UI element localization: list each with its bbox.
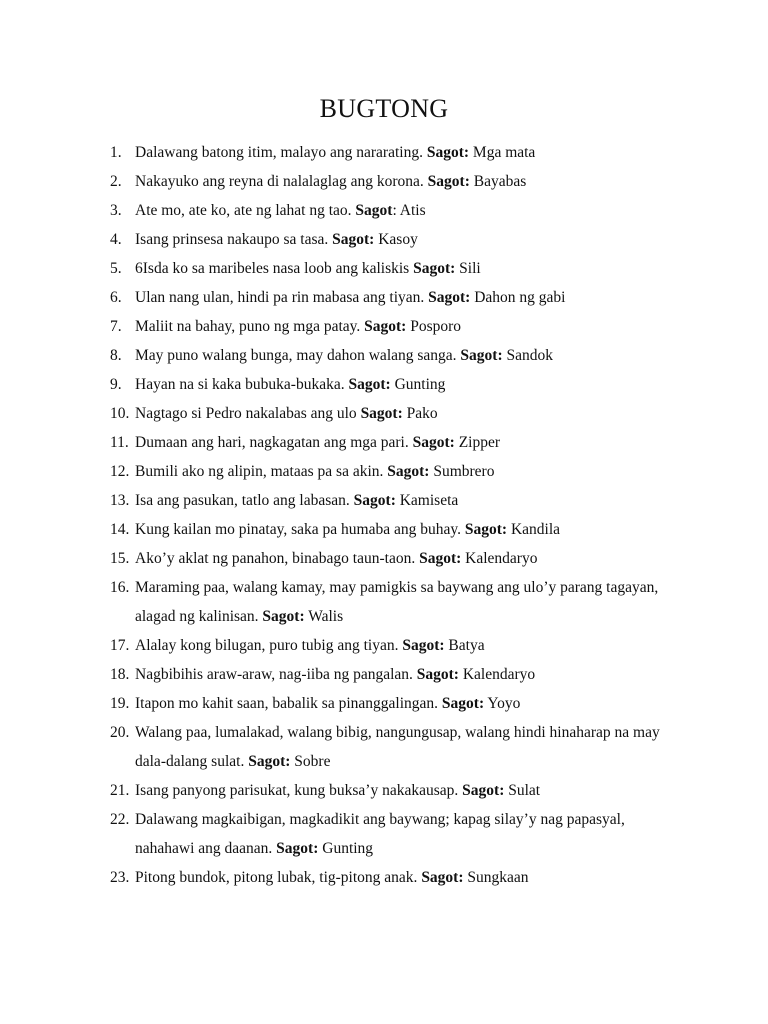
riddle-text: Nagtago si Pedro nakalabas ang ulo xyxy=(135,405,357,422)
answer-label: Sagot: xyxy=(427,173,470,190)
answer-label: Sagot: xyxy=(426,144,470,161)
riddle-body xyxy=(135,341,670,370)
riddle-number: 21. xyxy=(110,782,130,799)
answer-label: Sagot: xyxy=(428,289,471,306)
riddle-body xyxy=(135,631,670,660)
answer-label: Sagot: xyxy=(412,434,455,451)
answer-label: Sagot xyxy=(355,202,393,219)
riddle-body xyxy=(135,196,670,225)
riddle-body xyxy=(135,805,670,863)
riddle-number: 13. xyxy=(110,492,130,509)
riddle-number: 15. xyxy=(110,550,130,567)
answer-text: Kamiseta xyxy=(399,492,459,509)
riddle-text: Maliit na bahay, puno ng mga patay. xyxy=(135,318,361,335)
riddle-text: 6Isda ko sa maribeles nasa loob ang kaliskis xyxy=(135,260,410,277)
riddle-body xyxy=(135,544,670,573)
riddle-text: Hayan na si kaka bubuka-bukaka. xyxy=(135,376,345,393)
riddle-body xyxy=(135,718,670,776)
answer-label: Sagot: xyxy=(464,521,508,538)
riddle-body xyxy=(135,225,670,254)
riddle-item xyxy=(110,573,670,631)
riddle-text: Itapon mo kahit saan, babalik sa pinanggalingan. xyxy=(135,695,439,712)
riddle-number: 2. xyxy=(110,173,122,190)
riddle-number: 14. xyxy=(110,521,130,538)
riddle-body xyxy=(135,428,670,457)
riddle-number: 16. xyxy=(110,579,130,596)
riddle-item xyxy=(110,863,670,892)
riddle-body xyxy=(135,776,670,805)
answer-label: Sagot: xyxy=(441,695,485,712)
answer-text: Mga mata xyxy=(472,144,536,161)
answer-label: Sagot: xyxy=(276,840,319,857)
riddle-body xyxy=(135,486,670,515)
riddle-item xyxy=(110,631,670,660)
riddle-number: 10. xyxy=(110,405,130,422)
riddle-body xyxy=(135,457,670,486)
riddle-body xyxy=(135,660,670,689)
riddle-list xyxy=(110,138,670,892)
riddle-text: Kung kailan mo pinatay, saka pa humaba ang buhay. xyxy=(135,521,461,538)
riddle-number: 7. xyxy=(110,318,122,335)
answer-text: Walis xyxy=(308,608,344,625)
riddle-text: Dumaan ang hari, nagkagatan ang mga pari. xyxy=(135,434,409,451)
riddle-item xyxy=(110,805,670,863)
riddle-item xyxy=(110,167,670,196)
answer-text: Zipper xyxy=(458,434,501,451)
riddle-item xyxy=(110,689,670,718)
riddle-text: Pitong bundok, pitong lubak, tig-pitong anak. xyxy=(135,869,418,886)
riddle-body xyxy=(135,312,670,341)
answer-label: Sagot: xyxy=(248,753,291,770)
riddle-text: May puno walang bunga, may dahon walang sanga. xyxy=(135,347,457,364)
riddle-body xyxy=(135,399,670,428)
riddle-text: Dalawang batong itim, malayo ang nararating. xyxy=(135,144,423,161)
riddle-item xyxy=(110,544,670,573)
answer-label: Sagot: xyxy=(462,782,505,799)
riddle-number: 12. xyxy=(110,463,130,480)
riddle-item xyxy=(110,254,670,283)
answer-label: Sagot: xyxy=(387,463,430,480)
answer-text: Pako xyxy=(406,405,438,422)
riddle-number: 18. xyxy=(110,666,130,683)
answer-text: Gunting xyxy=(394,376,446,393)
riddle-text: Ulan nang ulan, hindi pa rin mabasa ang tiyan. xyxy=(135,289,425,306)
riddle-item xyxy=(110,718,670,776)
riddle-number: 1. xyxy=(110,144,122,161)
answer-text: Sulat xyxy=(508,782,541,799)
answer-text: Bayabas xyxy=(473,173,527,190)
riddle-item xyxy=(110,312,670,341)
answer-text: Kasoy xyxy=(378,231,418,248)
riddle-text: Alalay kong bilugan, puro tubig ang tiyan. xyxy=(135,637,399,654)
answer-label: Sagot: xyxy=(353,492,396,509)
answer-label: Sagot: xyxy=(421,869,464,886)
answer-text: Kalendaryo xyxy=(465,550,538,567)
riddle-item xyxy=(110,399,670,428)
riddle-item xyxy=(110,138,670,167)
riddle-body xyxy=(135,138,670,167)
riddle-item xyxy=(110,660,670,689)
answer-label: Sagot: xyxy=(262,608,305,625)
riddle-text: Isa ang pasukan, tatlo ang labasan. xyxy=(135,492,350,509)
riddle-body xyxy=(135,254,670,283)
riddle-number: 23. xyxy=(110,869,130,886)
riddle-number: 20. xyxy=(110,724,130,741)
riddle-item xyxy=(110,486,670,515)
riddle-item xyxy=(110,283,670,312)
riddle-text: Isang prinsesa nakaupo sa tasa. xyxy=(135,231,329,248)
answer-label: Sagot: xyxy=(364,318,407,335)
answer-text: Sobre xyxy=(294,753,331,770)
riddle-item xyxy=(110,196,670,225)
riddle-text: Bumili ako ng alipin, mataas pa sa akin. xyxy=(135,463,384,480)
riddle-item xyxy=(110,515,670,544)
riddle-body xyxy=(135,370,670,399)
answer-text: Posporo xyxy=(410,318,462,335)
answer-text: Yoyo xyxy=(487,695,521,712)
riddle-item xyxy=(110,457,670,486)
answer-text: Kandila xyxy=(510,521,561,538)
riddle-number: 17. xyxy=(110,637,130,654)
answer-text: Sili xyxy=(459,260,481,277)
riddle-number: 6. xyxy=(110,289,122,306)
answer-label: Sagot: xyxy=(419,550,462,567)
riddle-text: Maraming paa, walang kamay, may pamigkis sa baywang ang ulo’y parang tagayan, alagad ng kalinisan. xyxy=(135,579,659,625)
riddle-body xyxy=(135,283,670,312)
answer-separator: : xyxy=(392,202,400,219)
riddle-text: Isang panyong parisukat, kung buksa’y nakakausap. xyxy=(135,782,459,799)
answer-text: Atis xyxy=(399,202,426,219)
riddle-text: Ate mo, ate ko, ate ng lahat ng tao. xyxy=(135,202,352,219)
answer-label: Sagot: xyxy=(460,347,503,364)
riddle-item xyxy=(110,370,670,399)
riddle-text: Ako’y aklat ng panahon, binabago taun-taon. xyxy=(135,550,416,567)
riddle-text: Walang paa, lumalakad, walang bibig, nangungusap, walang hindi hinaharap na may dala-dalang sulat. xyxy=(135,724,660,770)
answer-label: Sagot: xyxy=(402,637,445,654)
riddle-item xyxy=(110,776,670,805)
answer-label: Sagot: xyxy=(413,260,456,277)
riddle-text: Nakayuko ang reyna di nalalaglag ang korona. xyxy=(135,173,424,190)
answer-text: Sungkaan xyxy=(467,869,529,886)
riddle-body xyxy=(135,167,670,196)
riddle-number: 4. xyxy=(110,231,122,248)
riddle-number: 8. xyxy=(110,347,122,364)
answer-text: Kalendaryo xyxy=(462,666,536,683)
riddle-body xyxy=(135,515,670,544)
riddle-number: 19. xyxy=(110,695,130,712)
answer-label: Sagot: xyxy=(416,666,459,683)
answer-text: Dahon ng gabi xyxy=(474,289,566,306)
riddle-number: 11. xyxy=(110,434,129,451)
answer-text: Batya xyxy=(448,637,485,654)
riddle-text: Dalawang magkaibigan, magkadikit ang baywang; kapag silay’y nag papasyal, nahahawi ang daanan. xyxy=(135,811,625,857)
answer-label: Sagot: xyxy=(332,231,375,248)
answer-text: Sandok xyxy=(506,347,553,364)
riddle-number: 5. xyxy=(110,260,122,277)
riddle-body xyxy=(135,689,670,718)
riddle-body xyxy=(135,863,670,892)
riddle-item xyxy=(110,225,670,254)
riddle-body xyxy=(135,573,670,631)
riddle-item xyxy=(110,341,670,370)
answer-label: Sagot: xyxy=(348,376,391,393)
riddle-number: 9. xyxy=(110,376,122,393)
answer-text: Gunting xyxy=(322,840,374,857)
riddle-number: 3. xyxy=(110,202,122,219)
answer-text: Sumbrero xyxy=(433,463,495,480)
riddle-number: 22. xyxy=(110,811,130,828)
document-title: BUGTONG xyxy=(319,94,449,123)
riddle-item xyxy=(110,428,670,457)
answer-label: Sagot: xyxy=(360,405,403,422)
riddle-text: Nagbibihis araw-araw, nag-iiba ng pangalan. xyxy=(135,666,413,683)
